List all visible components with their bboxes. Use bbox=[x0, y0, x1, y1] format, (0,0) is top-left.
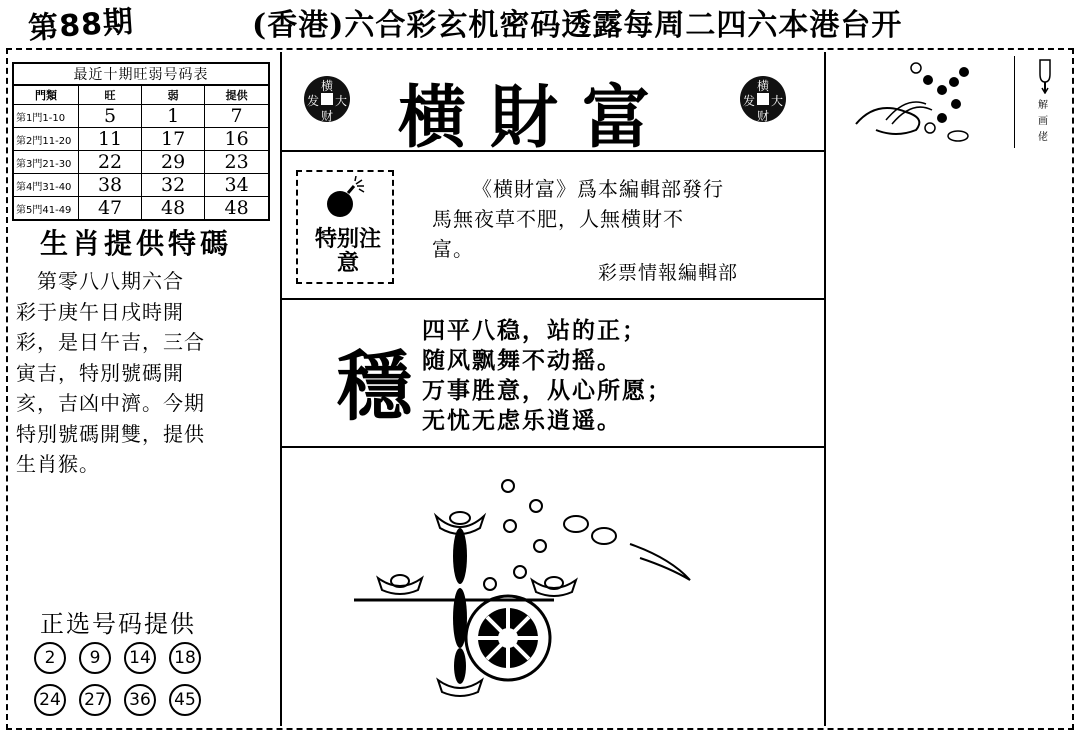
pointing-hand-icon bbox=[1034, 58, 1056, 94]
weak-value: 32 bbox=[142, 174, 205, 197]
coin-char-right: 大 bbox=[335, 94, 348, 108]
poem-line: 四平八稳，站的正； bbox=[422, 317, 647, 344]
weak-value: 48 bbox=[142, 197, 205, 221]
zodiac-line: 第零八八期六合 bbox=[16, 269, 184, 293]
headline: (香港)六合彩玄机密码透露每周二四六本港台开 bbox=[252, 8, 903, 43]
intro-line: 富。 bbox=[432, 237, 474, 261]
coin-char-left: 发 bbox=[307, 94, 320, 108]
zodiac-line: 生肖猴。 bbox=[16, 452, 100, 476]
zodiac-line: 特別號碼開雙，提供 bbox=[16, 421, 205, 446]
zodiac-line: 寅吉，特別號碼開 bbox=[16, 360, 184, 385]
pick-ball: 36 bbox=[124, 684, 156, 716]
row-label: 第3門21-30 bbox=[13, 151, 79, 174]
zodiac-line: 亥，吉凶中濟。今期 bbox=[16, 391, 205, 415]
table-row bbox=[13, 174, 269, 197]
bomb-icon bbox=[322, 176, 366, 220]
coin-char-bottom: 财 bbox=[321, 109, 334, 123]
coin-char-top: 横 bbox=[757, 79, 770, 93]
coin-icon bbox=[304, 76, 350, 122]
poem bbox=[422, 316, 672, 436]
weak-value: 29 bbox=[142, 151, 205, 174]
col-hot: 旺 bbox=[79, 85, 142, 105]
row-label: 第2門11-20 bbox=[13, 128, 79, 151]
col-weak: 弱 bbox=[142, 85, 205, 105]
intro-text bbox=[432, 174, 812, 264]
zodiac-title: 生肖提供特碼 bbox=[40, 227, 233, 260]
table-row bbox=[13, 197, 269, 221]
notice-title: 特别注意 bbox=[314, 227, 381, 276]
weak-value: 1 bbox=[142, 105, 205, 128]
zodiac-line: 彩于庚午日戌時開 bbox=[16, 299, 184, 324]
dragon-icon bbox=[846, 60, 1006, 146]
pick-ball: 9 bbox=[79, 642, 111, 674]
table-row bbox=[13, 128, 269, 151]
table-header-row bbox=[13, 85, 269, 105]
pick-ball: 18 bbox=[169, 642, 201, 674]
brand-title: 横財富 bbox=[398, 78, 675, 158]
poem-line: 万事胜意，从心所愿； bbox=[422, 377, 672, 404]
pick-value: 34 bbox=[205, 174, 269, 197]
zodiac-line: 彩，是日午吉，三合 bbox=[16, 330, 205, 354]
col-category: 門類 bbox=[13, 85, 79, 105]
pick-ball: 24 bbox=[34, 684, 66, 716]
pick-value: 23 bbox=[205, 151, 269, 174]
pick-value: 16 bbox=[205, 128, 269, 151]
coin-char-left: 发 bbox=[743, 94, 756, 108]
table-row bbox=[13, 151, 269, 174]
intro-line: 《横財富》爲本編輯部發行 bbox=[472, 177, 724, 201]
row-label: 第5門41-49 bbox=[13, 197, 79, 221]
issue-number: 第88期 bbox=[27, 4, 136, 47]
hot-value: 22 bbox=[79, 151, 142, 174]
hot-value: 47 bbox=[79, 197, 142, 221]
poem-line: 无忧无虑乐逍遥。 bbox=[422, 407, 622, 434]
row-label: 第4門31-40 bbox=[13, 174, 79, 197]
pick-ball: 27 bbox=[79, 684, 111, 716]
hot-weak-table bbox=[12, 62, 270, 221]
divider-2 bbox=[280, 298, 824, 300]
picks-title: 正选号码提供 bbox=[40, 610, 196, 638]
coin-icon bbox=[740, 76, 786, 122]
col-pick: 提供 bbox=[205, 85, 269, 105]
scale-icon bbox=[340, 468, 720, 708]
coin-char-top: 横 bbox=[321, 79, 334, 93]
poem-big-char: 穩 bbox=[336, 342, 412, 431]
row-label: 第1門1-10 bbox=[13, 105, 79, 128]
pick-ball: 45 bbox=[169, 684, 201, 716]
zodiac-text bbox=[16, 266, 272, 480]
picks-balls bbox=[34, 642, 254, 726]
pick-ball: 14 bbox=[124, 642, 156, 674]
signature: 彩票情報編輯部 bbox=[598, 262, 739, 284]
weak-value: 17 bbox=[142, 128, 205, 151]
hot-value: 5 bbox=[79, 105, 142, 128]
table-row bbox=[13, 105, 269, 128]
coin-char-right: 大 bbox=[771, 94, 784, 108]
divider-3 bbox=[280, 446, 824, 448]
pick-ball: 2 bbox=[34, 642, 66, 674]
pick-value: 48 bbox=[205, 197, 269, 221]
table-caption: 最近十期旺弱号码表 bbox=[12, 62, 270, 84]
hot-value: 11 bbox=[79, 128, 142, 151]
guide-label: 解画佬 bbox=[1038, 100, 1048, 143]
coin-char-bottom: 财 bbox=[757, 109, 770, 123]
pick-value: 7 bbox=[205, 105, 269, 128]
poem-line: 随风飘舞不动摇。 bbox=[422, 347, 622, 374]
intro-line: 馬無夜草不肥，人無横財不 bbox=[432, 207, 684, 231]
hot-value: 38 bbox=[79, 174, 142, 197]
